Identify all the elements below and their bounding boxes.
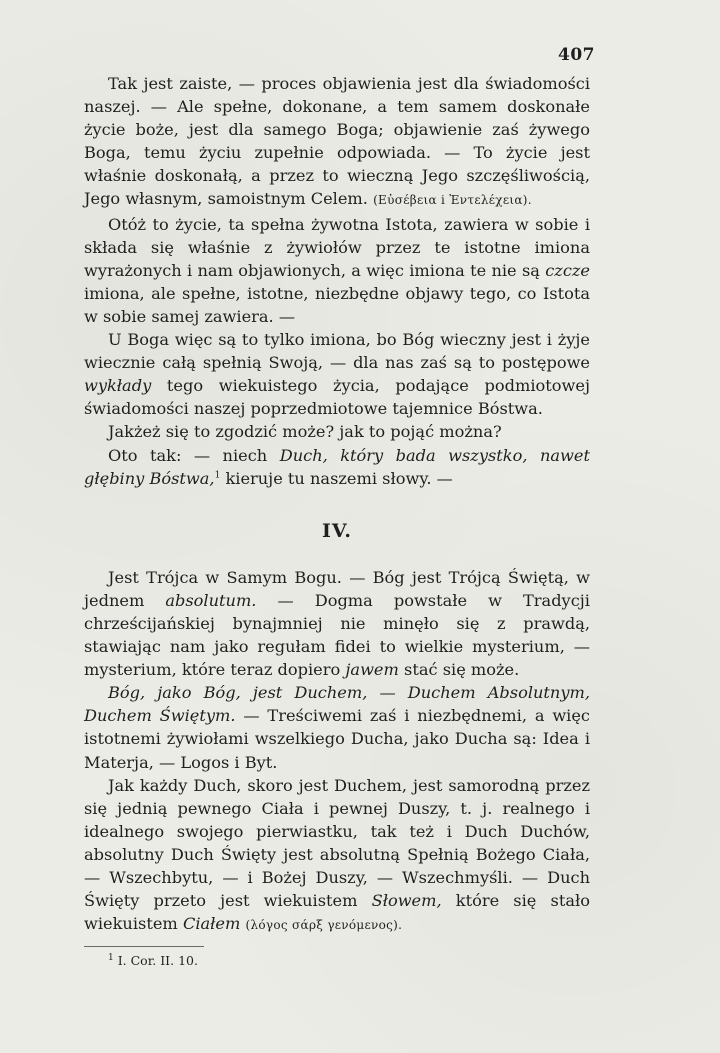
paragraph-6-italic-b: jawem xyxy=(345,660,399,680)
paragraph-5-italic: Duch, który bada wszystko, nawet głębiny Bóstwa, xyxy=(84,445,590,488)
footnote-reference: 1 xyxy=(214,470,221,481)
paragraph-6-text-b: — Dogma powstałe w Tradycji chrześcijańskiej bynajmniej nie minęło się z prawdą, stawiając nam jako regułam fidei to wielkie mysterium, — mysterium, które teraz dopiero xyxy=(84,590,590,680)
page-number: 407 xyxy=(558,45,595,65)
footnote-mark: 1 xyxy=(108,953,114,964)
paragraph-3-text-b: tego wiekuistego życia, podające podmiotowej świadomości naszej poprzedmiotowe tajemnice Bóstwa. xyxy=(84,376,590,419)
paragraph-8 xyxy=(84,774,590,938)
paragraph-7-text-b: — Treściwemi zaś i niezbędnemi, a więc istotnemi żywiołami wszelkiego Ducha, jako Ducha są: Idea i Materja, — Logos i Byt. xyxy=(84,706,590,772)
paragraph-7-italic: Bóg, jako Bóg, jest Duchem, — Duchem Absolutnym, Duchem Świętym. xyxy=(84,683,590,726)
footnote-divider xyxy=(84,946,204,947)
paragraph-7 xyxy=(84,681,590,773)
paragraph-3 xyxy=(84,328,590,420)
paragraph-6 xyxy=(84,566,590,681)
footnote xyxy=(84,953,590,969)
paragraph-5 xyxy=(84,444,590,490)
paragraph-2 xyxy=(84,213,590,328)
paragraph-4 xyxy=(84,420,590,443)
paragraph-8-text-a: Jak każdy Duch, skoro jest Duchem, jest samorodną przez się jednią pewnego Ciała i pewnej Duszy, t. j. realnego i idealnego swojego pierwiastku, tak też i Duch Duchów, absolutny Duch Święty jest absolutną Spełnią Bożego Ciała, — Wszechbytu, — i Bożej Duszy, — Wszechmyśli. — Duch Święty przeto jest wiekuistem xyxy=(84,775,590,911)
footnote-text: I. Cor. II. 10. xyxy=(117,953,198,969)
paragraph-5-text-a: Oto tak: — niech xyxy=(108,445,268,465)
paragraph-8-text-b: które się stało wiekuistem xyxy=(84,891,590,934)
paragraph-8-italic-b: Ciałem xyxy=(182,914,241,934)
paragraph-1 xyxy=(84,72,590,213)
page-content xyxy=(84,72,590,969)
greek-phrase-1: (Εὐσέβεια i Ἐντελέχεια). xyxy=(373,193,532,208)
greek-phrase-2: (λόγος σάρξ γενόμενος). xyxy=(245,918,403,933)
paragraph-2-text-a: Otóż to życie, ta spełna żywotna Istota, zawiera w sobie i składa się właśnie z żywiołów przez te istotne imiona wyrażonych i nam objawionych, a więc imiona te nie są xyxy=(84,214,590,280)
paragraph-3-italic: wykłady xyxy=(84,376,152,396)
paragraph-6-italic-a: absolutum. xyxy=(165,590,257,610)
paragraph-6-text-a: Jest Trójca w Samym Bogu. — Bóg jest Trójcą Świętą, w jednem xyxy=(84,567,590,610)
paragraph-2-italic: czcze xyxy=(545,260,590,280)
paragraph-1-text: Tak jest zaiste, — proces objawienia jest dla świadomości naszej. — Ale spełne, dokonane, a tem samem doskonałe życie boże, jest dla samego Boga; objawienie zaś żywego Boga, temu życiu zupełnie odpowiada. — To życie jest właśnie doskonałą, a przez to wieczną Jego szczęśliwością, Jego własnym, samoistnym Celem. xyxy=(84,74,590,209)
paragraph-6-text-c: stać się może. xyxy=(404,660,520,680)
paragraph-3-text-a: U Boga więc są to tylko imiona, bo Bóg wieczny jest i żyje wiecznie całą spełnią Swoją, — dla nas zaś są to postępowe xyxy=(84,330,590,373)
section-heading: IV. xyxy=(322,519,352,542)
paragraph-5-text-b: kieruje tu naszemi słowy. — xyxy=(225,468,453,488)
paragraph-4-text: Jakżeż się to zgodzić może? jak to pojąć można? xyxy=(108,422,502,442)
paragraph-8-italic-a: Słowem, xyxy=(371,891,442,911)
paragraph-2-text-b: imiona, ale spełne, istotne, niezbędne objawy tego, co Istota w sobie samej zawiera. — xyxy=(84,283,590,326)
